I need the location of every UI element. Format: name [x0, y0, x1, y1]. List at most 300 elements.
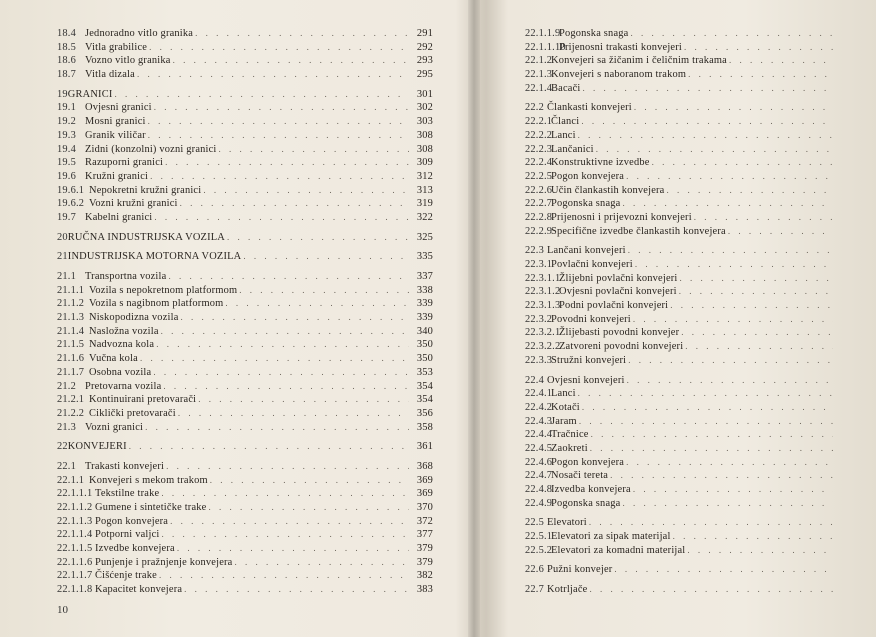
toc-section-number: 21.1.6	[57, 353, 85, 365]
toc-section-number: 21.1.3	[57, 312, 85, 324]
toc-dot-leader	[181, 311, 409, 325]
toc-section-number: 19	[57, 88, 68, 100]
toc-section-title: Tračnice	[551, 429, 589, 441]
toc-dot-leader	[582, 401, 833, 415]
toc-section-title: Jaram	[551, 415, 577, 427]
toc-entry	[525, 428, 857, 442]
toc-section-title: Kotači	[551, 401, 580, 413]
toc-dot-leader	[129, 440, 409, 454]
right-toc	[525, 27, 857, 597]
toc-section-title: Niskopodizna vozila	[89, 312, 179, 324]
toc-entry	[57, 115, 433, 129]
toc-section-title: Pogonska snaga	[551, 497, 621, 509]
toc-section-number: 21.1	[57, 271, 76, 282]
toc-section-number: 21.1.1	[57, 284, 85, 296]
toc-entry	[57, 170, 433, 184]
toc-section-title: Lanci	[551, 129, 576, 141]
toc-section-number: 22.2.6	[525, 184, 553, 196]
toc-dot-leader	[184, 583, 409, 597]
toc-dot-leader	[630, 27, 833, 41]
toc-section-title: Elevatori za sipak materijal	[551, 531, 671, 543]
toc-page-number: 379	[416, 556, 433, 568]
toc-dot-leader	[173, 54, 409, 68]
toc-dot-leader	[673, 530, 833, 544]
toc-dot-leader	[210, 474, 409, 488]
toc-page-number: 340	[416, 325, 433, 337]
toc-entry	[57, 68, 433, 82]
toc-entry	[57, 528, 433, 542]
toc-entry	[525, 272, 857, 286]
toc-section-number: 22.5.1	[525, 531, 553, 543]
toc-section-number: 22.7	[525, 584, 544, 596]
toc-section-number: 19.5	[57, 157, 76, 169]
toc-section-title: Elevatori	[547, 517, 587, 529]
toc-entry	[57, 129, 433, 143]
toc-page-number: 377	[416, 529, 433, 541]
toc-entry	[525, 516, 857, 530]
toc-page-number: 308	[416, 129, 433, 141]
toc-section-number: 22.4.6	[525, 456, 553, 468]
toc-page-number: 319	[416, 198, 433, 210]
toc-section-title: Vozila s nepokretnom platformom	[89, 284, 238, 296]
toc-page-number: 368	[416, 460, 433, 472]
toc-dot-leader	[728, 225, 833, 239]
toc-entry	[57, 311, 433, 325]
toc-section-number: 22.2.7	[525, 198, 553, 210]
toc-section-title: Učin člankastih konvejera	[551, 184, 665, 196]
toc-section-number: 22.1.4	[525, 82, 553, 94]
toc-section-title: Pogon konvejera	[551, 170, 625, 182]
toc-section-number: 19.4	[57, 143, 76, 155]
toc-section-title: Punjenje i pražnjenje konvejera	[95, 556, 233, 568]
toc-dot-leader	[581, 115, 833, 129]
toc-section-title: Pogon konvejera	[95, 515, 169, 527]
toc-page-number: 350	[416, 353, 433, 365]
left-toc	[57, 27, 433, 597]
toc-section-number: 22.3.3	[525, 354, 553, 366]
toc-section-title: Vozila s nagibnom platformom	[89, 298, 224, 310]
toc-entry	[525, 583, 857, 597]
toc-entry	[57, 325, 433, 339]
toc-section-number: 22.5	[525, 517, 544, 529]
toc-dot-leader	[149, 41, 409, 55]
toc-section-number: 21.2.1	[57, 394, 85, 406]
toc-dot-leader	[161, 487, 409, 501]
toc-entry	[57, 143, 433, 157]
toc-entry	[525, 442, 857, 456]
toc-section-title: Zatvoreni povodni konvejeri	[559, 341, 684, 353]
toc-section-title: Zaokreti	[551, 442, 588, 454]
toc-page-number: 372	[416, 515, 433, 527]
toc-dot-leader	[153, 366, 409, 380]
toc-dot-leader	[180, 197, 409, 211]
toc-section-title: Vozno vitlo granika	[85, 55, 171, 67]
toc-dot-leader	[627, 374, 833, 388]
toc-section-title: Vitla dizala	[85, 69, 135, 81]
toc-dot-leader	[161, 325, 409, 339]
toc-dot-leader	[165, 156, 409, 170]
toc-section-number: 22.1.1.10	[525, 41, 566, 53]
toc-section-title: Pogonska snaga	[551, 198, 621, 210]
toc-entry	[57, 380, 433, 394]
toc-entry	[57, 393, 433, 407]
toc-section-title: Vitla grabilice	[85, 41, 148, 53]
toc-section-number: 22.4.3	[525, 415, 553, 427]
toc-dot-leader	[154, 211, 409, 225]
toc-dot-leader	[633, 483, 833, 497]
toc-entry	[525, 285, 857, 299]
toc-dot-leader	[634, 101, 833, 115]
toc-section-number: 19.6.1	[57, 184, 85, 196]
toc-section-number: 22.4.4	[525, 429, 553, 441]
toc-section-number: 22.3.2	[525, 313, 553, 325]
toc-entry	[525, 211, 857, 225]
toc-entry	[57, 101, 433, 115]
toc-section-title: Žlijebasti povodni konvejer	[559, 327, 680, 339]
toc-entry	[57, 88, 433, 102]
toc-dot-leader	[626, 170, 833, 184]
toc-page-number: 339	[416, 312, 433, 324]
toc-dot-leader	[628, 244, 833, 258]
toc-dot-leader	[234, 556, 409, 570]
toc-section-title: Trakasti konvejeri	[85, 460, 165, 472]
toc-section-title: Pogonska snaga	[559, 28, 629, 39]
toc-dot-leader	[178, 407, 409, 421]
toc-page-number: 369	[416, 488, 433, 500]
toc-page-number: 303	[416, 116, 433, 128]
toc-section-number: 22.4.1	[525, 388, 553, 400]
toc-dot-leader	[219, 143, 409, 157]
toc-entry	[57, 569, 433, 583]
toc-section-number: 22.4.7	[525, 470, 553, 482]
toc-page-number: 325	[416, 231, 433, 243]
toc-section-number: 21	[57, 251, 68, 263]
toc-dot-leader	[115, 88, 410, 102]
toc-entry	[57, 352, 433, 366]
toc-entry	[525, 68, 857, 82]
toc-entry	[525, 129, 857, 143]
toc-entry	[525, 374, 857, 388]
toc-dot-leader	[198, 393, 409, 407]
toc-dot-leader	[652, 156, 833, 170]
toc-dot-leader	[679, 285, 833, 299]
toc-entry	[57, 421, 433, 435]
toc-entry	[525, 530, 857, 544]
toc-page-number: 308	[416, 143, 433, 155]
toc-section-number: 22.1.1.5	[57, 543, 93, 555]
toc-section-number: 22.4.9	[525, 497, 553, 509]
toc-entry	[525, 299, 857, 313]
toc-section-number: 22.4	[525, 374, 544, 386]
toc-section-title: Povlačni konvejeri	[551, 259, 633, 270]
toc-dot-leader	[622, 197, 833, 211]
toc-page-number: 350	[416, 339, 433, 351]
toc-dot-leader	[140, 352, 409, 366]
toc-dot-leader	[168, 270, 409, 284]
toc-entry	[57, 556, 433, 570]
toc-page-number: 361	[416, 441, 433, 453]
toc-dot-leader	[694, 211, 833, 225]
toc-section-number: 21.3	[57, 421, 76, 433]
toc-dot-leader	[591, 428, 833, 442]
toc-section-number: 22.1	[57, 460, 76, 472]
toc-entry	[57, 27, 433, 41]
toc-dot-leader	[163, 380, 409, 394]
toc-section-title: Pogon konvejera	[551, 456, 625, 468]
toc-section-title: Nadvozna kola	[89, 339, 155, 351]
toc-page-number: 293	[416, 55, 433, 67]
toc-entry	[57, 197, 433, 211]
toc-entry	[525, 326, 857, 340]
toc-section-title: Pužni konvejer	[547, 564, 613, 576]
toc-entry	[525, 115, 857, 129]
toc-section-title: Konvejeri s naboranom trakom	[551, 69, 687, 81]
toc-entry	[525, 469, 857, 483]
toc-dot-leader	[670, 299, 833, 313]
toc-dot-leader	[635, 258, 833, 272]
toc-page-number: 309	[416, 157, 433, 169]
toc-page-number: 302	[416, 102, 433, 114]
toc-dot-leader	[145, 421, 409, 435]
toc-section-title: Vučna kola	[89, 353, 138, 365]
toc-entry	[525, 387, 857, 401]
toc-section-title: Vozni granici	[85, 421, 144, 433]
toc-dot-leader	[610, 469, 833, 483]
toc-dot-leader	[582, 82, 833, 96]
toc-section-number: 18.7	[57, 69, 76, 81]
toc-dot-leader	[154, 101, 409, 115]
toc-section-title: Kabelni granici	[85, 211, 153, 223]
toc-section-number: 18.5	[57, 41, 76, 53]
toc-dot-leader	[195, 27, 409, 41]
toc-entry	[525, 170, 857, 184]
toc-dot-leader	[729, 54, 833, 68]
toc-entry	[57, 41, 433, 55]
toc-entry	[525, 544, 857, 558]
toc-dot-leader	[578, 387, 833, 401]
toc-entry	[57, 54, 433, 68]
toc-section-title: Razuporni granici	[85, 157, 164, 169]
toc-entry	[57, 338, 433, 352]
toc-entry	[525, 143, 857, 157]
toc-dot-leader	[596, 143, 833, 157]
toc-page-number: 354	[416, 394, 433, 406]
toc-dot-leader	[148, 115, 409, 129]
toc-entry	[525, 82, 857, 96]
toc-dot-leader	[590, 442, 833, 456]
toc-dot-leader	[579, 415, 833, 429]
toc-section-title: Ovjesni granici	[85, 102, 152, 114]
toc-section-number: 19.2	[57, 116, 76, 128]
toc-section-title: Izvedbe konvejera	[95, 543, 175, 555]
toc-section-title: Konstruktivne izvedbe	[551, 157, 650, 169]
toc-section-number: 22.4.2	[525, 401, 553, 413]
toc-section-number: 19.6	[57, 170, 76, 182]
toc-section-title: Prijenosni i prijevozni konvejeri	[551, 211, 692, 223]
toc-entry	[57, 250, 433, 264]
toc-dot-leader	[150, 170, 409, 184]
toc-entry	[57, 366, 433, 380]
toc-entry	[525, 225, 857, 239]
toc-entry	[525, 415, 857, 429]
toc-dot-leader	[137, 68, 409, 82]
toc-section-title: Osobna vozila	[89, 366, 152, 378]
toc-section-number: 21.1.7	[57, 366, 85, 378]
toc-section-title: Ovjesni povlačni konvejeri	[559, 286, 677, 298]
toc-section-title: Zidni (konzolni) vozni granici	[85, 143, 217, 155]
toc-page-number: 356	[416, 407, 433, 419]
toc-section-number: 22.3.2.2	[525, 341, 561, 353]
toc-entry	[525, 54, 857, 68]
toc-page-number: 313	[416, 184, 433, 196]
toc-section-number: 18.6	[57, 55, 76, 67]
toc-page-number: 379	[416, 543, 433, 555]
toc-section-number: 22.3	[525, 245, 544, 257]
toc-section-title: Izvedba konvejera	[551, 484, 631, 495]
page-number: 10	[57, 604, 68, 616]
toc-section-number: 22.4.5	[525, 442, 553, 454]
toc-section-title: Kotrljače	[547, 584, 588, 596]
toc-entry	[57, 407, 433, 421]
toc-section-number: 19.7	[57, 211, 76, 223]
toc-page-number: 322	[416, 211, 433, 223]
toc-section-number: 19.6.2	[57, 198, 85, 210]
toc-section-title: Žlijebni povlačni konvejeri	[559, 272, 678, 284]
toc-entry	[525, 456, 857, 470]
toc-entry	[525, 483, 857, 497]
toc-section-number: 22.3.1.1	[525, 272, 561, 284]
toc-dot-leader	[161, 528, 409, 542]
toc-dot-leader	[243, 250, 409, 264]
toc-entry	[525, 197, 857, 211]
toc-section-number: 22.1.1.3	[57, 515, 93, 527]
toc-section-number: 22.1.1.9	[525, 28, 561, 39]
toc-section-title: Jednoradno vitlo granika	[85, 28, 194, 39]
toc-section-number: 21.1.4	[57, 325, 85, 337]
toc-section-title: Nepokretni kružni granici	[89, 184, 202, 196]
toc-section-number: 22.1.3	[525, 69, 553, 81]
toc-dot-leader	[170, 515, 409, 529]
toc-entry	[525, 244, 857, 258]
toc-section-title: Prijenosni trakasti konvejeri	[559, 41, 682, 53]
toc-section-number: 22.1.2	[525, 55, 553, 67]
toc-section-title: Pretovarna vozila	[85, 380, 162, 392]
toc-section-title: Kontinuirani pretovarači	[89, 394, 197, 406]
toc-dot-leader	[578, 129, 833, 143]
toc-page-number: 295	[416, 69, 433, 81]
toc-dot-leader	[177, 542, 409, 556]
toc-section-number: 22.1.1	[57, 474, 85, 486]
toc-entry	[57, 474, 433, 488]
toc-entry	[525, 313, 857, 327]
toc-entry	[57, 270, 433, 284]
toc-entry	[57, 297, 433, 311]
toc-section-number: 19.3	[57, 129, 76, 141]
toc-section-title: Nasložna vozila	[89, 325, 159, 337]
toc-section-title: Gumene i sintetičke trake	[95, 502, 207, 513]
toc-dot-leader	[680, 272, 833, 286]
toc-section-title: GRANICI	[67, 88, 113, 100]
toc-section-title: Povodni konvejeri	[551, 313, 631, 325]
toc-entry	[525, 41, 857, 55]
toc-section-number: 22.3.1.3	[525, 300, 561, 312]
toc-entry	[525, 258, 857, 272]
toc-section-number: 22.1.1.4	[57, 529, 93, 541]
toc-section-number: 22.4.8	[525, 484, 553, 495]
toc-page-number: 353	[416, 366, 433, 378]
toc-section-number: 18.4	[57, 28, 76, 39]
toc-section-title: Člankasti konvejeri	[547, 102, 632, 114]
toc-entry	[57, 440, 433, 454]
toc-section-number: 22.5.2	[525, 544, 553, 556]
toc-section-title: Podni povlačni konvejeri	[559, 300, 669, 312]
toc-section-number: 22.1.1.7	[57, 570, 93, 582]
toc-dot-leader	[614, 563, 833, 577]
toc-page-number: 354	[416, 380, 433, 392]
toc-section-title: Bacači	[551, 82, 581, 94]
toc-entry	[57, 231, 433, 245]
toc-dot-leader	[589, 583, 833, 597]
toc-dot-leader	[156, 338, 409, 352]
toc-entry	[525, 27, 857, 41]
toc-section-title: Konvejeri sa žičanim i čeličnim trakama	[551, 55, 727, 67]
toc-dot-leader	[148, 129, 409, 143]
toc-section-title: INDUSTRIJSKA MOTORNA VOZILA	[67, 251, 242, 263]
toc-section-title: Kružni granici	[85, 170, 149, 182]
toc-entry	[525, 563, 857, 577]
toc-entry	[57, 211, 433, 225]
toc-section-title: Lančanici	[551, 143, 594, 155]
toc-section-title: Vozni kružni granici	[89, 198, 178, 210]
toc-section-title: Kapacitet konvejera	[95, 584, 183, 596]
toc-section-title: Mosni granici	[85, 116, 146, 128]
toc-section-title: Specifične izvedbe člankastih konvejera	[551, 225, 726, 237]
toc-section-number: 22.3.2.1	[525, 327, 561, 339]
toc-entry	[525, 156, 857, 170]
toc-section-title: Elevatori za komadni materijal	[551, 544, 686, 556]
toc-section-number: 22.3.1	[525, 259, 553, 270]
toc-page-number: 335	[416, 251, 433, 263]
toc-dot-leader	[225, 297, 409, 311]
toc-section-title: RUČNA INDUSTRIJSKA VOZILA	[67, 231, 226, 243]
toc-dot-leader	[203, 184, 409, 198]
toc-section-number: 19.1	[57, 102, 76, 114]
toc-section-title: KONVEJERI	[67, 441, 127, 453]
toc-entry	[57, 583, 433, 597]
toc-entry	[525, 401, 857, 415]
toc-section-number: 22.2	[525, 102, 544, 114]
toc-entry	[57, 487, 433, 501]
toc-section-title: Čišćenje trake	[95, 570, 157, 582]
toc-entry	[57, 284, 433, 298]
toc-section-number: 22.3.1.2	[525, 286, 561, 298]
toc-entry	[57, 542, 433, 556]
toc-page-number: 338	[416, 284, 433, 296]
toc-section-number: 22.2.9	[525, 225, 553, 237]
toc-dot-leader	[681, 326, 833, 340]
toc-section-number: 20	[57, 231, 68, 243]
toc-dot-leader	[239, 284, 409, 298]
toc-page-number: 382	[416, 570, 433, 582]
toc-dot-leader	[227, 231, 409, 245]
toc-section-title: Članci	[551, 116, 580, 128]
toc-dot-leader	[685, 340, 833, 354]
toc-section-title: Ovjesni konvejeri	[547, 374, 625, 386]
toc-dot-leader	[688, 68, 833, 82]
toc-entry	[525, 497, 857, 511]
toc-section-title: Stružni konvejeri	[551, 354, 627, 366]
toc-section-number: 21.1.5	[57, 339, 85, 351]
